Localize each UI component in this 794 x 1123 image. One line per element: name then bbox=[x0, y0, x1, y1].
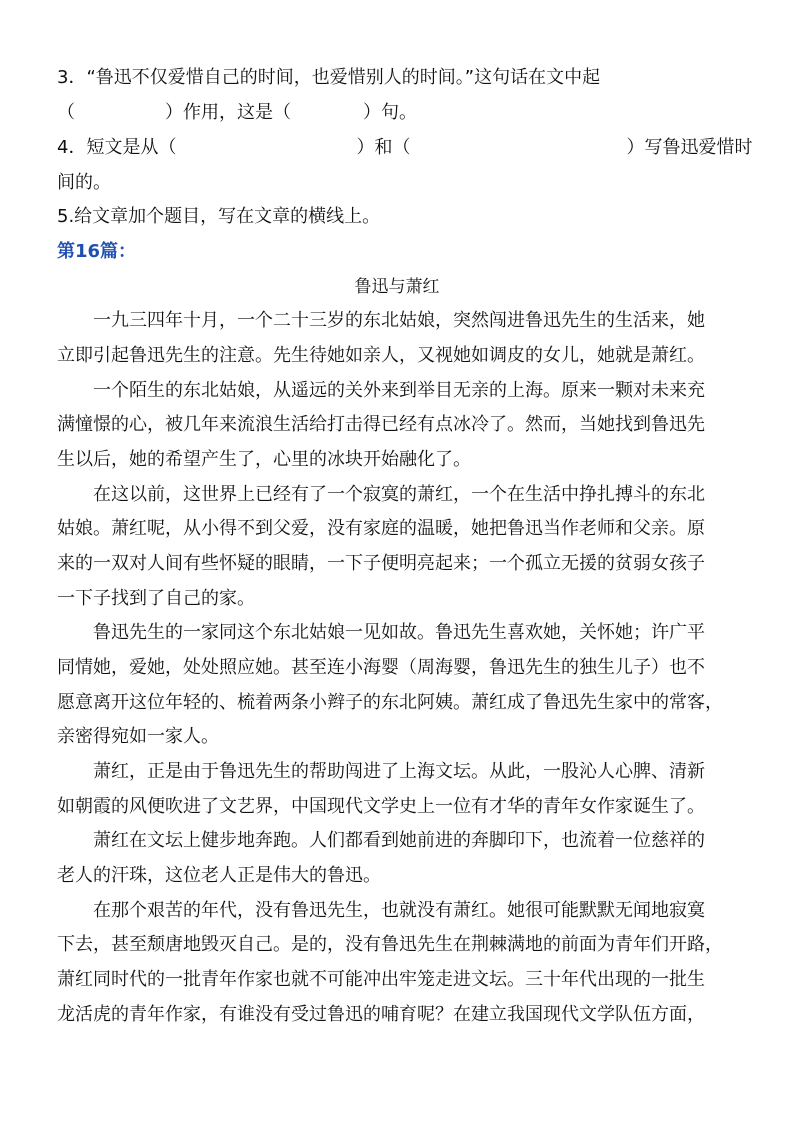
article-line: 一个陌生的东北姑娘，从遥远的关外来到举目无亲的上海。原来一颗对未来充 bbox=[93, 380, 705, 401]
question-4-line-2: 间的。 bbox=[57, 172, 111, 193]
article-line: 龙活虎的青年作家，有谁没有受过鲁迅的哺育呢？在建立我国现代文学队伍方面， bbox=[57, 1004, 705, 1025]
article-line: 萧红，正是由于鲁迅先生的帮助闯进了上海文坛。从此，一股沁人心脾、清新 bbox=[93, 761, 705, 782]
article-line: 在这以前，这世界上已经有了一个寂寞的萧红，一个在生活中挣扎搏斗的东北 bbox=[93, 484, 705, 505]
article-line: 如朝霞的风便吹进了文艺界，中国现代文学史上一位有才华的青年女作家诞生了。 bbox=[57, 796, 705, 817]
article-line: 萧红同时代的一批青年作家也就不可能冲出牢笼走进文坛。三十年代出现的一批生 bbox=[57, 969, 705, 990]
question-5: 5.给文章加个题目，写在文章的横线上。 bbox=[57, 206, 381, 227]
article-line: 亲密得宛如一家人。 bbox=[57, 726, 219, 747]
article-line: 生以后，她的希望产生了，心里的冰块开始融化了。 bbox=[57, 449, 471, 470]
question-3-line-2: （ ）作用，这是（ ）句。 bbox=[57, 102, 417, 123]
question-3-line-1: 3．“鲁迅不仅爱惜自己的时间，也爱惜别人的时间。”这句话在文中起 bbox=[57, 67, 601, 88]
article-line: 老人的汗珠，这位老人正是伟大的鲁迅。 bbox=[57, 865, 381, 886]
question-4-line-1: 4．短文是从（ ）和（ ）写鲁迅爱惜时 bbox=[57, 137, 753, 158]
article-line: 一下子找到了自己的家。 bbox=[57, 588, 255, 609]
article-line: 姑娘。萧红呢，从小得不到父爱，没有家庭的温暖，她把鲁迅当作老师和父亲。原 bbox=[57, 518, 705, 539]
article-line: 萧红在文坛上健步地奔跑。人们都看到她前进的奔脚印下，也流着一位慈祥的 bbox=[93, 830, 705, 851]
article-line: 在那个艰苦的年代，没有鲁迅先生，也就没有萧红。她很可能默默无闻地寂寞 bbox=[93, 900, 705, 921]
article-line: 愿意离开这位年轻的、梳着两条小辫子的东北阿姨。萧红成了鲁迅先生家中的常客， bbox=[57, 692, 723, 713]
section-heading: 第16篇： bbox=[57, 241, 137, 262]
article-line: 来的一双对人间有些怀疑的眼睛，一下子便明亮起来；一个孤立无援的贫弱女孩子 bbox=[57, 553, 705, 574]
article-line: 同情她，爱她，处处照应她。甚至连小海婴（周海婴，鲁迅先生的独生儿子）也不 bbox=[57, 657, 705, 678]
article-line: 一九三四年十月，一个二十三岁的东北姑娘，突然闯进鲁迅先生的生活来，她 bbox=[93, 310, 705, 331]
article-line: 鲁迅先生的一家同这个东北姑娘一见如故。鲁迅先生喜欢她，关怀她；许广平 bbox=[93, 622, 705, 643]
article-line: 满憧憬的心，被几年来流浪生活给打击得已经有点冰冷了。然而，当她找到鲁迅先 bbox=[57, 414, 705, 435]
article-line: 下去，甚至颓唐地毁灭自己。是的，没有鲁迅先生在荆棘满地的前面为青年们开路， bbox=[57, 934, 723, 955]
article-title: 鲁迅与萧红 bbox=[354, 277, 440, 297]
article-line: 立即引起鲁迅先生的注意。先生待她如亲人，又视她如调皮的女儿，她就是萧红。 bbox=[57, 345, 705, 366]
